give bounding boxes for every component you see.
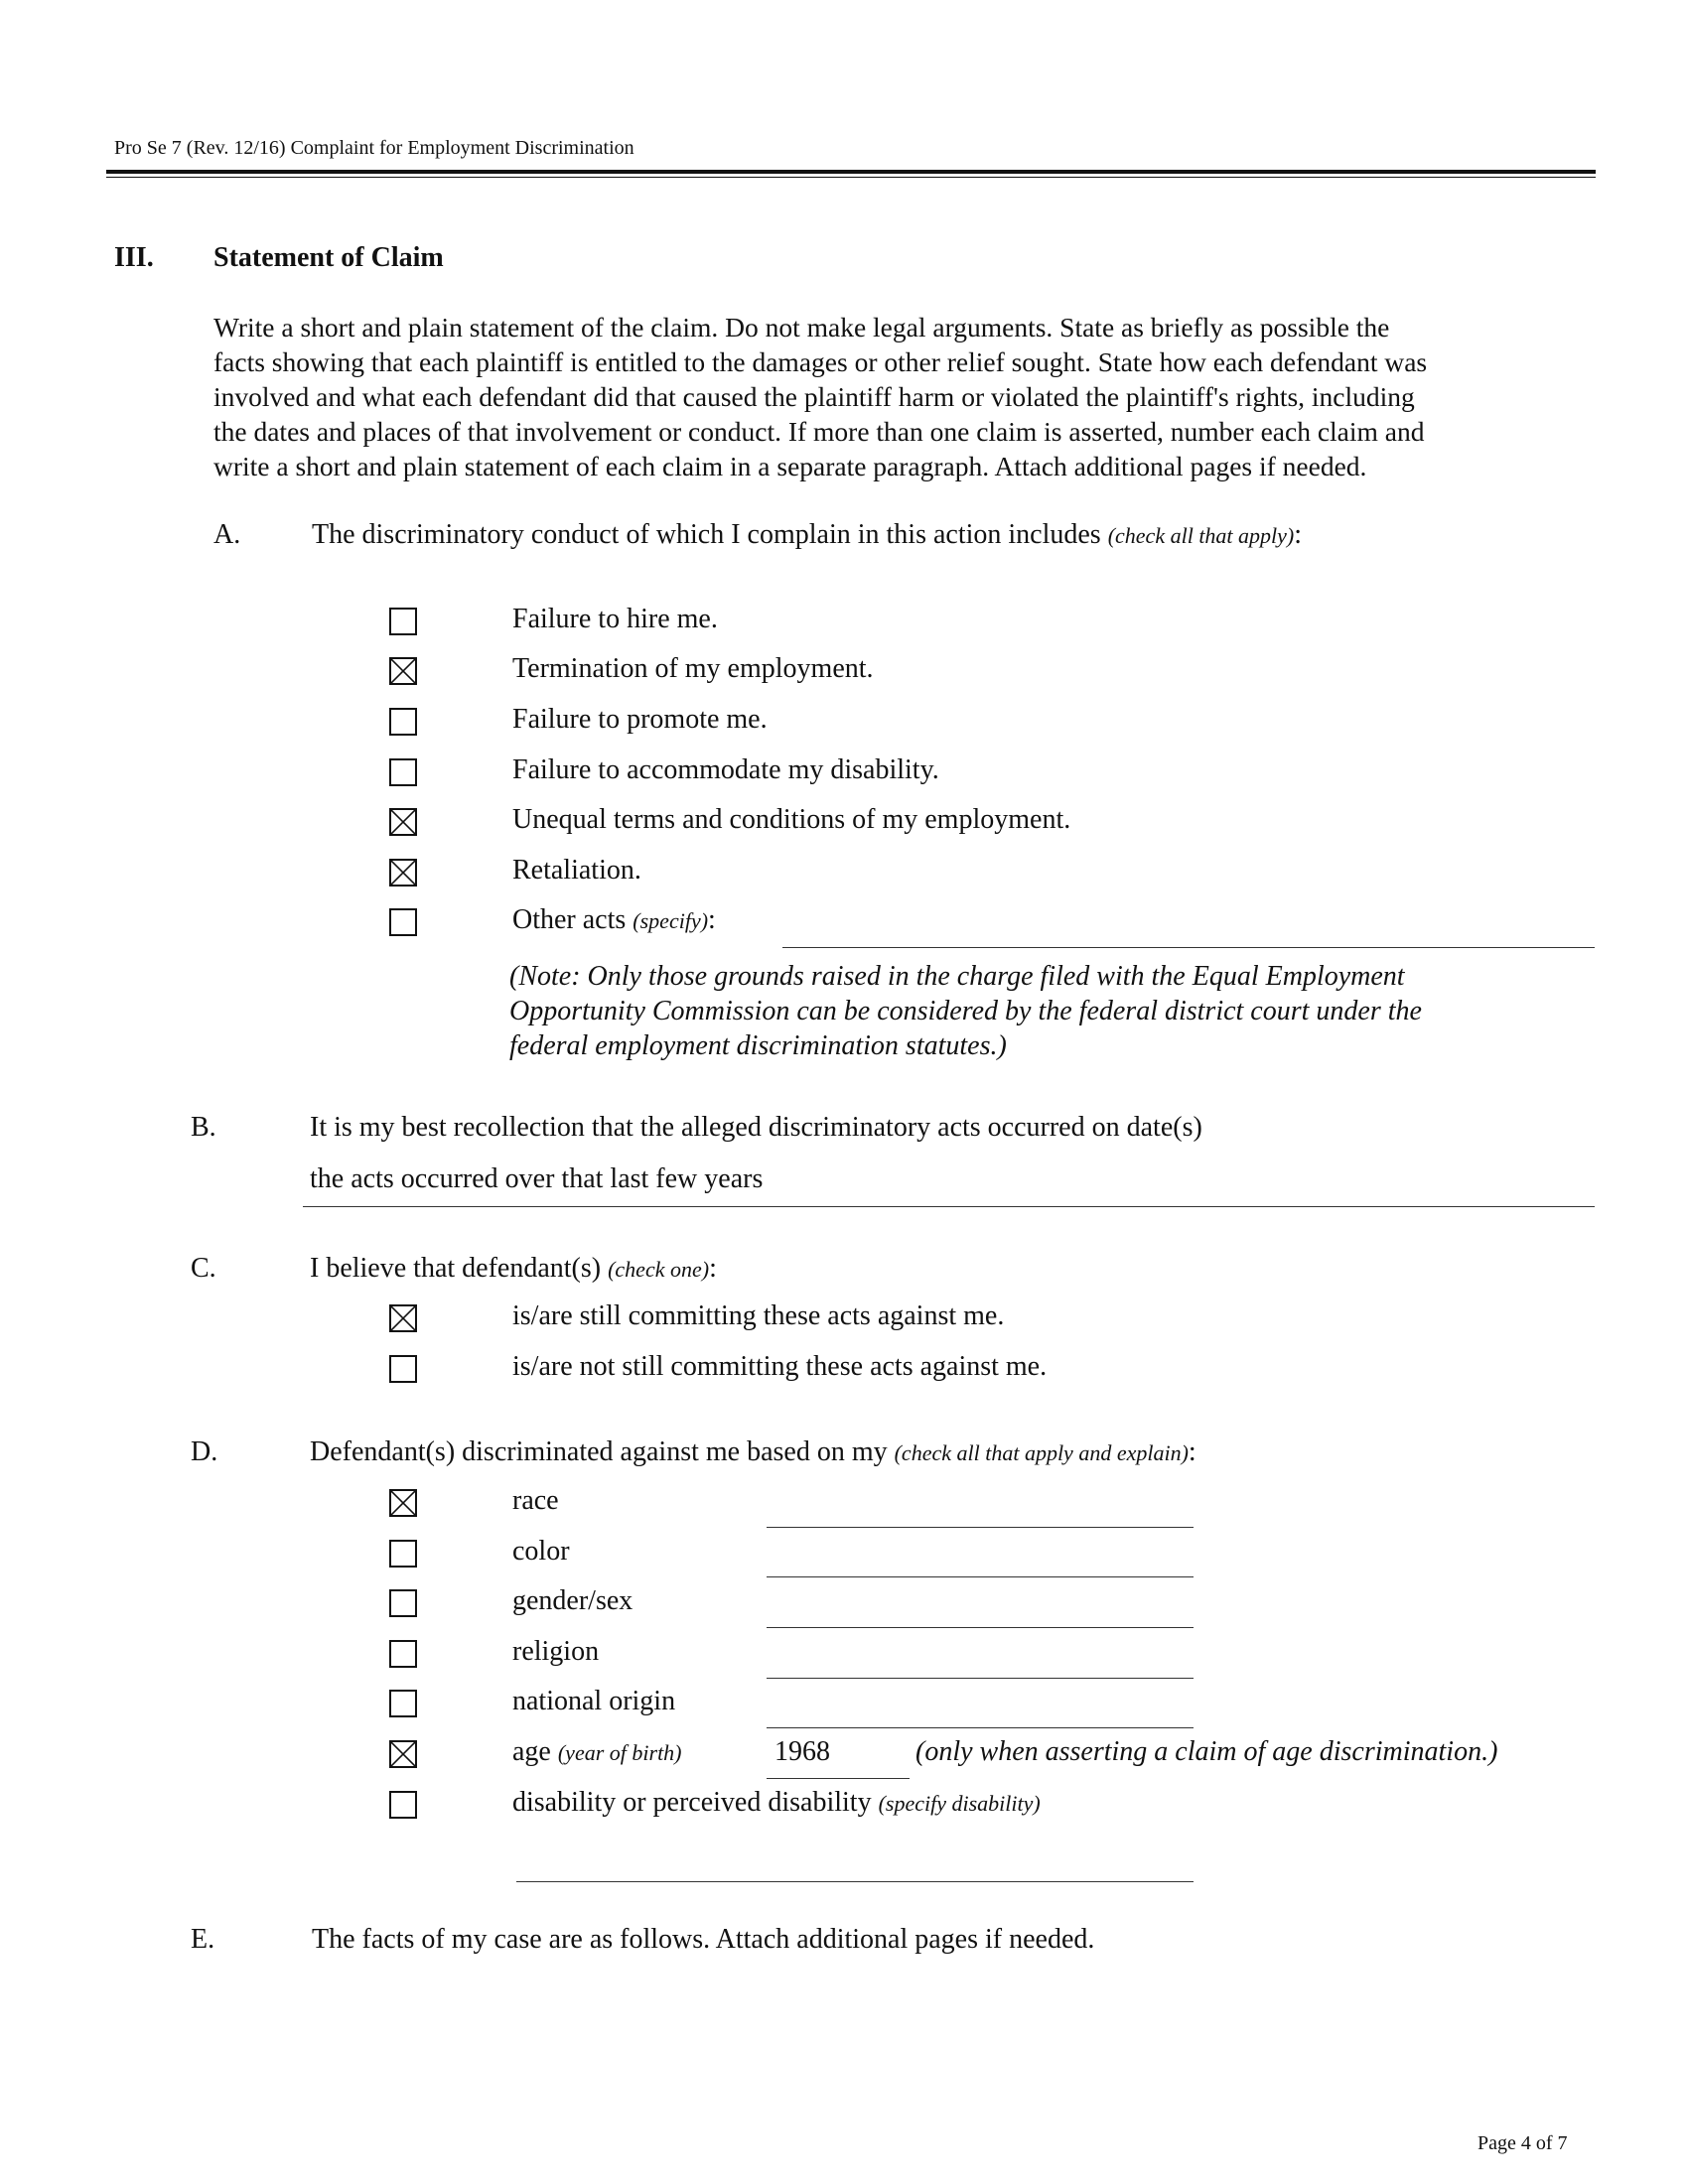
year-of-birth-value: 1968	[774, 1736, 830, 1767]
part-e-prompt: The facts of my case are as follows. Attach additional pages if needed.	[312, 1924, 1095, 1955]
disability-hint: (specify disability)	[878, 1791, 1041, 1816]
basis-label: race	[512, 1485, 559, 1516]
part-b-letter: B.	[191, 1112, 216, 1143]
part-a-prompt	[312, 519, 1302, 551]
part-c-prompt-hint: (check one)	[608, 1257, 710, 1282]
checkbox-not-still-committing[interactable]	[389, 1355, 417, 1383]
part-d-prompt-end: :	[1188, 1436, 1196, 1467]
checkbox-other-acts[interactable]	[389, 908, 417, 936]
instruction-line: write a short and plain statement of each claim in a separate paragraph. Attach additional pages if needed.	[213, 451, 1367, 481]
instruction-line: the dates and places of that involvement or conduct. If more than one claim is asserted, number each claim and	[213, 416, 1425, 447]
page-number: Page 4 of 7	[1477, 2132, 1568, 2154]
national-origin-explain-field[interactable]	[767, 1727, 1194, 1728]
basis-label-age	[512, 1736, 682, 1768]
instruction-line: involved and what each defendant did that caused the plaintiff harm or violated the plaintiff's rights, including	[213, 381, 1415, 412]
section-number: III.	[114, 242, 154, 273]
religion-explain-field[interactable]	[767, 1678, 1194, 1679]
option-label-other	[512, 904, 716, 936]
x-mark-icon	[391, 861, 415, 885]
part-e-letter: E.	[191, 1924, 215, 1955]
date-field[interactable]	[303, 1206, 1595, 1207]
part-d-prompt-hint: (check all that apply and explain)	[894, 1440, 1189, 1465]
part-a-prompt-end: :	[1294, 519, 1303, 550]
year-of-birth-field[interactable]	[767, 1778, 910, 1779]
checkbox-disability[interactable]	[389, 1791, 417, 1819]
checkbox-color[interactable]	[389, 1540, 417, 1568]
checkbox-race[interactable]	[389, 1489, 417, 1517]
checkbox-national-origin[interactable]	[389, 1690, 417, 1717]
basis-label: color	[512, 1536, 570, 1567]
header-rule-thin	[106, 177, 1596, 178]
option-label: Unequal terms and conditions of my employment.	[512, 804, 1071, 835]
checkbox-unequal-terms[interactable]	[389, 808, 417, 836]
section-title: Statement of Claim	[213, 242, 444, 273]
checkbox-failure-to-hire[interactable]	[389, 608, 417, 635]
note-line: (Note: Only those grounds raised in the charge filed with the Equal Employment	[509, 961, 1405, 992]
option-label: Failure to hire me.	[512, 604, 718, 634]
gender-explain-field[interactable]	[767, 1627, 1194, 1628]
note-line: Opportunity Commission can be considered by the federal district court under the	[509, 996, 1422, 1026]
disability-label: disability or perceived disability	[512, 1787, 879, 1818]
basis-label: national origin	[512, 1686, 676, 1716]
basis-label-disability	[512, 1787, 1041, 1819]
part-c-prompt	[310, 1253, 717, 1285]
instruction-line: facts showing that each plaintiff is entitled to the damages or other relief sought. State how each defendant was	[213, 346, 1428, 377]
option-label: Failure to promote me.	[512, 704, 768, 735]
checkbox-failure-to-accommodate[interactable]	[389, 758, 417, 786]
other-acts-field[interactable]	[782, 947, 1595, 948]
x-mark-icon	[391, 810, 415, 834]
section-instructions	[213, 310, 1604, 483]
color-explain-field[interactable]	[767, 1576, 1194, 1577]
checkbox-failure-to-promote[interactable]	[389, 708, 417, 736]
form-header: Pro Se 7 (Rev. 12/16) Complaint for Employment Discrimination	[114, 137, 634, 159]
part-b-prompt: It is my best recollection that the alleged discriminatory acts occurred on date(s)	[310, 1112, 1202, 1143]
checkbox-gender-sex[interactable]	[389, 1589, 417, 1617]
part-d-letter: D.	[191, 1436, 218, 1467]
x-mark-icon	[391, 659, 415, 683]
header-rule-thick	[106, 170, 1596, 174]
x-mark-icon	[391, 1742, 415, 1766]
other-acts-text: Other acts	[512, 904, 633, 935]
part-d-prompt	[310, 1436, 1196, 1468]
part-a-prompt-text: The discriminatory conduct of which I complain in this action includes	[312, 519, 1108, 550]
checkbox-age[interactable]	[389, 1740, 417, 1768]
age-hint: (year of birth)	[557, 1740, 682, 1765]
basis-label: religion	[512, 1636, 600, 1667]
checkbox-retaliation[interactable]	[389, 859, 417, 887]
option-label: is/are not still committing these acts against me.	[512, 1351, 1048, 1382]
date-answer: the acts occurred over that last few years	[310, 1163, 764, 1194]
other-acts-end: :	[708, 904, 716, 935]
option-label: is/are still committing these acts against me.	[512, 1300, 1005, 1331]
part-d-prompt-text: Defendant(s) discriminated against me based on my	[310, 1436, 895, 1467]
part-c-prompt-text: I believe that defendant(s)	[310, 1253, 609, 1284]
x-mark-icon	[391, 1491, 415, 1515]
checkbox-termination[interactable]	[389, 657, 417, 685]
age-label: age	[512, 1736, 558, 1767]
other-acts-hint: (specify)	[633, 908, 709, 933]
part-c-prompt-end: :	[709, 1253, 717, 1284]
race-explain-field[interactable]	[767, 1527, 1194, 1528]
part-a-prompt-hint: (check all that apply)	[1107, 523, 1295, 548]
basis-label: gender/sex	[512, 1585, 633, 1616]
part-a-letter: A.	[213, 519, 241, 550]
instruction-line: Write a short and plain statement of the claim. Do not make legal arguments. State as briefly as possible the	[213, 312, 1390, 342]
checkbox-still-committing[interactable]	[389, 1304, 417, 1332]
option-label: Retaliation.	[512, 855, 641, 886]
eeoc-note	[509, 959, 1602, 1063]
disability-explain-field[interactable]	[516, 1881, 1194, 1882]
age-note: (only when asserting a claim of age discrimination.)	[915, 1736, 1498, 1767]
note-line: federal employment discrimination statutes.)	[509, 1030, 1007, 1061]
option-label: Failure to accommodate my disability.	[512, 754, 939, 785]
x-mark-icon	[391, 1306, 415, 1330]
option-label: Termination of my employment.	[512, 653, 874, 684]
checkbox-religion[interactable]	[389, 1640, 417, 1668]
part-c-letter: C.	[191, 1253, 216, 1284]
